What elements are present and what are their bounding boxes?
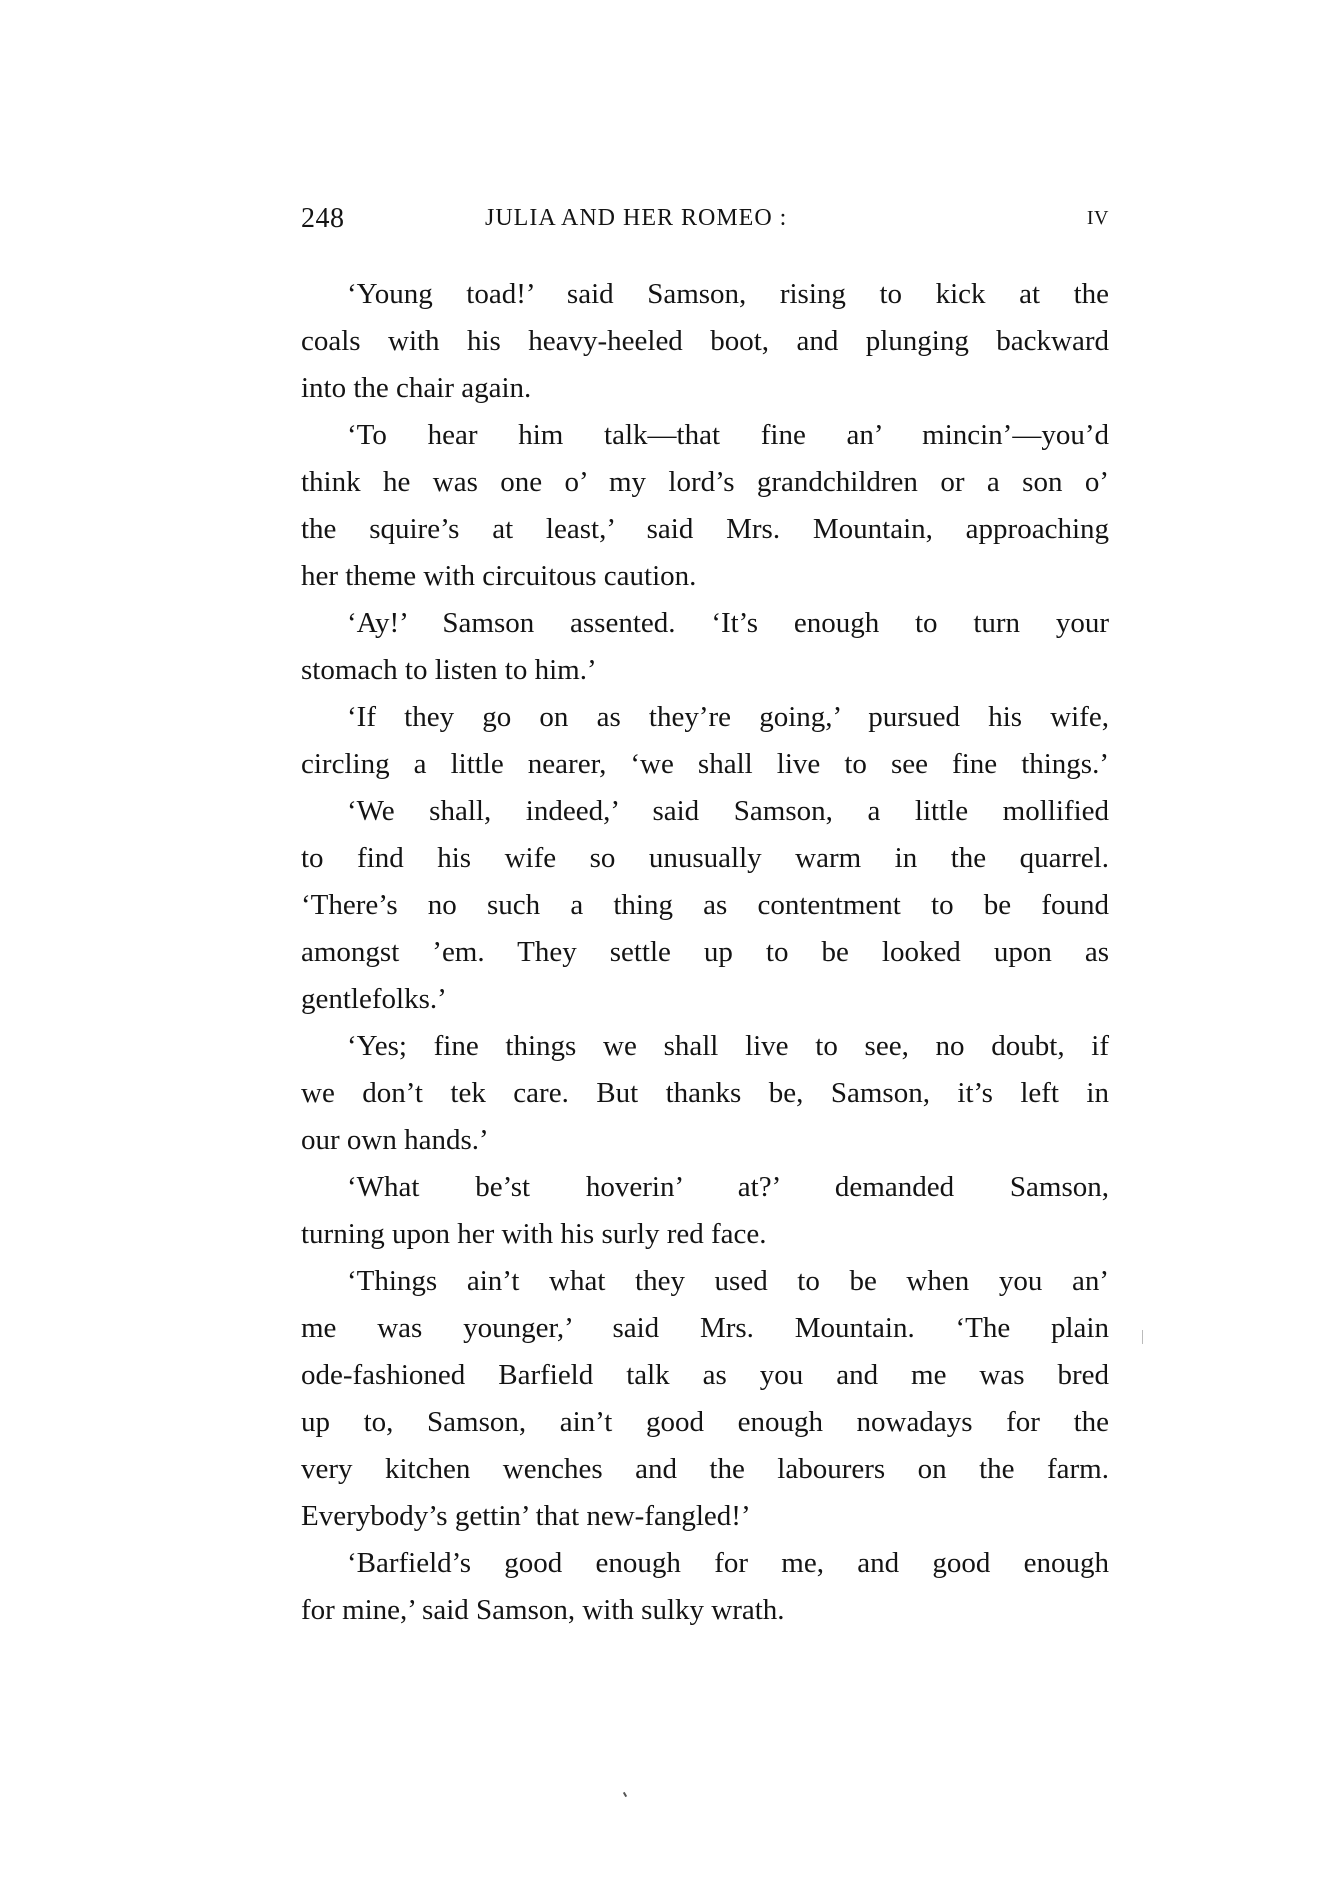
text-line: to find his wife so unusually warm in the quarrel.	[301, 842, 1109, 874]
text-line: turning upon her with his surly red face.	[301, 1218, 767, 1250]
text-line: circling a little nearer, ‘we shall live to see fine things.’	[301, 748, 1109, 780]
text-line: her theme with circuitous caution.	[301, 560, 697, 592]
text-line: up to, Samson, ain’t good enough nowadays for the	[301, 1406, 1109, 1438]
page-number: 248	[301, 203, 345, 234]
paragraph	[301, 412, 1109, 600]
text-line: ‘Barfield’s good enough for me, and good enough	[347, 1547, 1109, 1579]
ink-speck	[623, 1792, 627, 1797]
text-line: into the chair again.	[301, 372, 532, 404]
margin-speck	[1142, 1330, 1143, 1344]
paragraph	[301, 600, 1109, 694]
text-line: our own hands.’	[301, 1124, 489, 1156]
text-line: me was younger,’ said Mrs. Mountain. ‘The plain	[301, 1312, 1109, 1344]
text-line: ‘Things ain’t what they used to be when you an’	[347, 1265, 1109, 1297]
section-number: IV	[1086, 207, 1109, 229]
text-line: we don’t tek care. But thanks be, Samson, it’s left in	[301, 1077, 1109, 1109]
text-line: stomach to listen to him.’	[301, 654, 597, 686]
text-line: ode-fashioned Barfield talk as you and me was bred	[301, 1359, 1109, 1391]
text-line: Everybody’s gettin’ that new-fangled!’	[301, 1500, 751, 1532]
running-head	[301, 203, 1109, 243]
text-line: gentlefolks.’	[301, 983, 447, 1015]
text-line: the squire’s at least,’ said Mrs. Mountain, approaching	[301, 513, 1109, 545]
text-line: ‘Ay!’ Samson assented. ‘It’s enough to turn your	[347, 607, 1109, 639]
paragraph	[301, 1258, 1109, 1540]
text-line: for mine,’ said Samson, with sulky wrath.	[301, 1594, 785, 1626]
text-line: ‘Young toad!’ said Samson, rising to kick at the	[347, 278, 1109, 310]
text-line: amongst ’em. They settle up to be looked upon as	[301, 936, 1109, 968]
text-line: ‘To hear him talk—that fine an’ mincin’—you’d	[347, 419, 1109, 451]
body-text	[301, 271, 1109, 1634]
text-line: ‘What be’st hoverin’ at?’ demanded Samson,	[347, 1171, 1109, 1203]
paragraph	[301, 1023, 1109, 1164]
paragraph	[301, 1164, 1109, 1258]
text-line: ‘If they go on as they’re going,’ pursued his wife,	[347, 701, 1109, 733]
text-line: ‘We shall, indeed,’ said Samson, a little mollified	[347, 795, 1109, 827]
paragraph	[301, 1540, 1109, 1634]
paragraph	[301, 271, 1109, 412]
paragraph	[301, 788, 1109, 1023]
paragraph	[301, 694, 1109, 788]
text-line: coals with his heavy-heeled boot, and plunging backward	[301, 325, 1109, 357]
text-line: think he was one o’ my lord’s grandchildren or a son o’	[301, 466, 1109, 498]
running-title: JULIA AND HER ROMEO :	[485, 205, 788, 231]
text-line: ‘Yes; fine things we shall live to see, no doubt, if	[347, 1030, 1109, 1062]
text-line: ‘There’s no such a thing as contentment to be found	[301, 889, 1109, 921]
text-line: very kitchen wenches and the labourers on the farm.	[301, 1453, 1109, 1485]
